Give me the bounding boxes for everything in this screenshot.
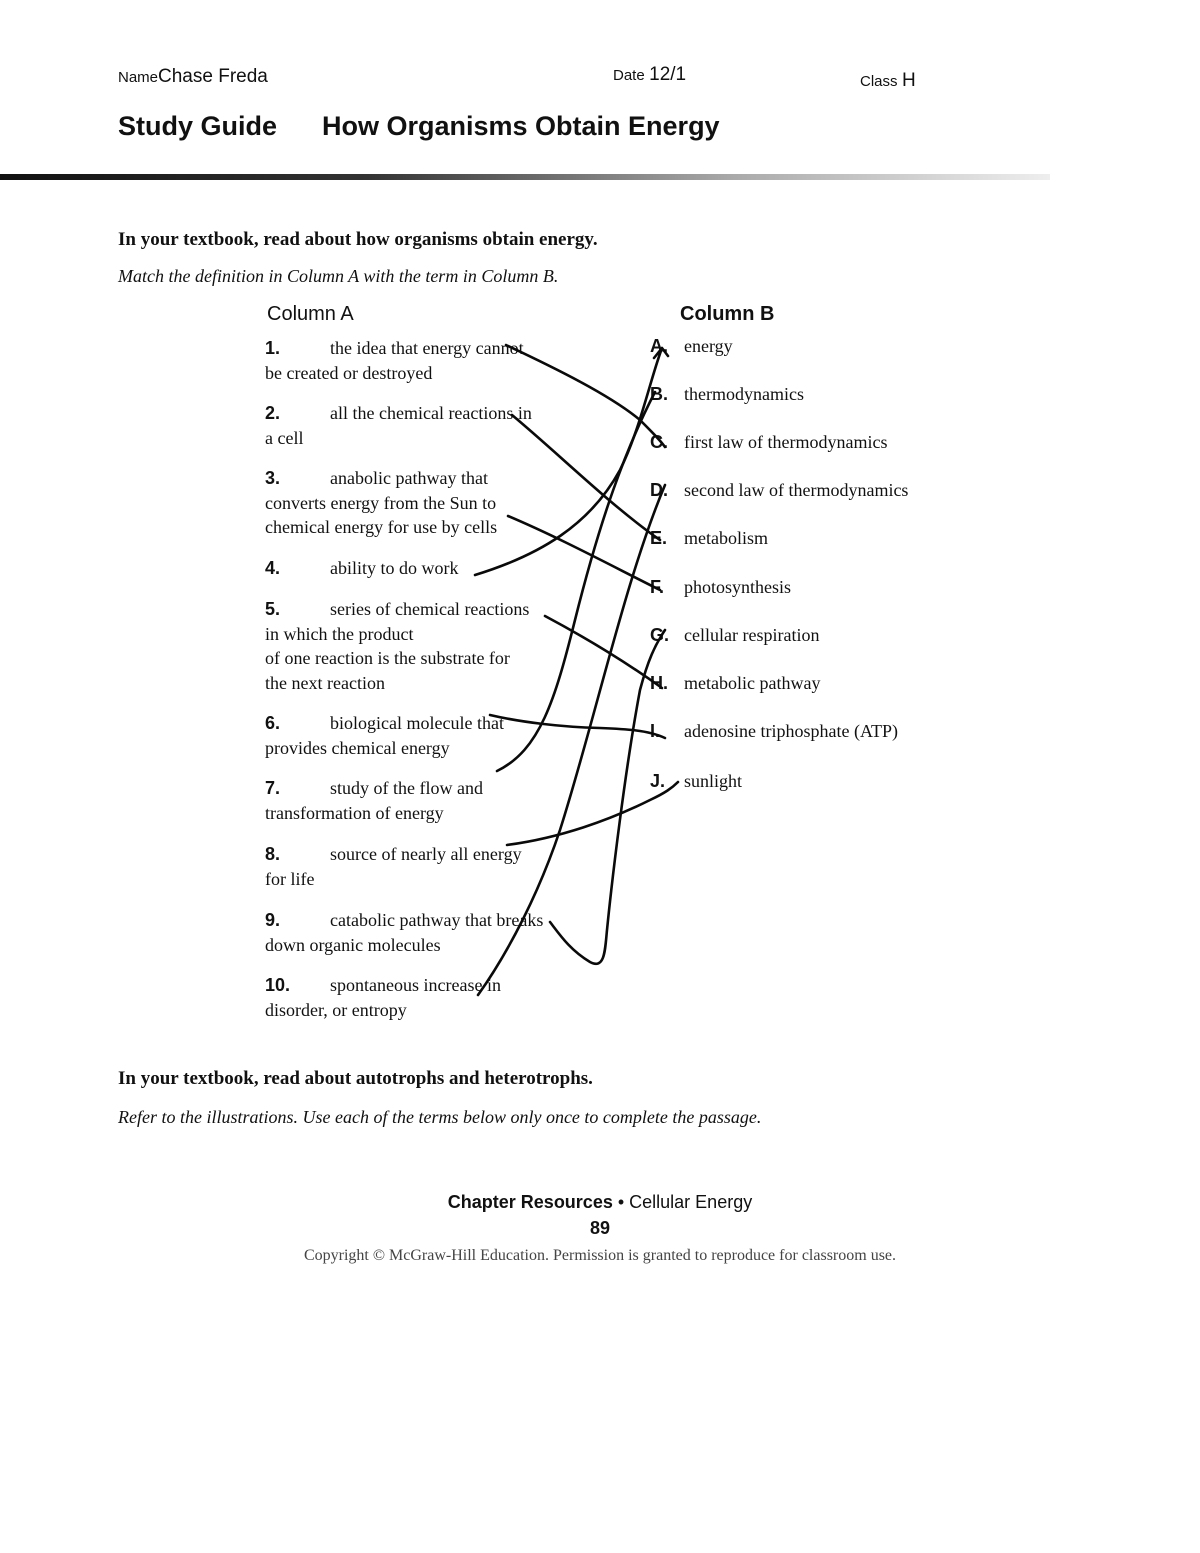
- column-b-term: F. photosynthesis: [650, 577, 792, 597]
- name-label: Name: [118, 69, 159, 86]
- column-b-term: I. adenosine triphosphate (ATP): [650, 721, 898, 741]
- chapter-footer: [0, 1192, 1200, 1213]
- class-value: H: [901, 70, 916, 91]
- section1-instruction: Match the definition in Column A with the term in Column B.: [118, 266, 559, 286]
- column-a-item: 3. anabolic pathway that converts energy from the Sun to chemical energy for use by cells: [265, 468, 498, 537]
- pen-line-4-a: [475, 348, 668, 575]
- pen-line-10-d: [478, 485, 665, 995]
- column-b-term: C. first law of thermodynamics: [650, 432, 888, 452]
- column-a-item: 4. ability to do work: [265, 558, 459, 578]
- pen-line-6-i: [490, 715, 665, 738]
- column-a-header: Column A: [267, 303, 354, 325]
- column-b-term: E. metabolism: [650, 528, 768, 548]
- column-a-item: 2. all the chemical reactions in a cell: [265, 403, 532, 448]
- date-value: 12/1: [649, 64, 687, 85]
- chapter-resources-label: Chapter Resources: [447, 1192, 613, 1212]
- section2-instruction: Refer to the illustrations. Use each of the terms below only once to complete the passage.: [118, 1107, 762, 1127]
- date-label: Date: [613, 67, 645, 84]
- page-title: How Organisms Obtain Energy: [322, 111, 720, 141]
- column-b-term: A. energy: [650, 336, 733, 356]
- column-b-term: G. cellular respiration: [650, 625, 820, 645]
- page-number: 89: [589, 1218, 611, 1238]
- column-b-term: D. second law of thermodynamics: [650, 480, 909, 500]
- column-b-term: J. sunlight: [650, 771, 743, 791]
- copyright-notice: Copyright © McGraw-Hill Education. Permission is granted to reproduce for classroom use.: [303, 1247, 897, 1264]
- column-a-item: 1. the idea that energy cannot be created or destroyed: [265, 338, 524, 383]
- section1-heading: In your textbook, read about how organisms obtain energy.: [118, 229, 598, 250]
- column-b-term: B. thermodynamics: [650, 384, 804, 404]
- column-a-item: 10. spontaneous increase in disorder, or entropy: [265, 975, 501, 1020]
- column-a-item: 5. series of chemical reactions in which the product of one reaction is the substrate for the next reaction: [265, 599, 530, 693]
- column-a-item: 8. source of nearly all energy for life: [265, 844, 522, 889]
- column-a-item: 9. catabolic pathway that breaks down organic molecules: [265, 910, 544, 955]
- column-a-item: 7. study of the flow and transformation of energy: [265, 778, 483, 823]
- section2-heading: In your textbook, read about autotrophs and heterotrophs.: [118, 1068, 593, 1089]
- name-value: Chase Freda: [158, 66, 268, 87]
- chapter-name: • Cellular Energy: [612, 1192, 753, 1212]
- pen-line-2-e: [512, 415, 660, 540]
- class-label: Class: [860, 73, 898, 90]
- column-b-term: H. metabolic pathway: [650, 673, 821, 693]
- column-a-item: 6. biological molecule that provides chemical energy: [265, 713, 504, 758]
- pen-line-9-g: [550, 630, 665, 964]
- pen-line-8-j: [507, 782, 678, 845]
- column-b-header: Column B: [680, 303, 775, 325]
- study-guide-label: Study Guide: [118, 111, 278, 141]
